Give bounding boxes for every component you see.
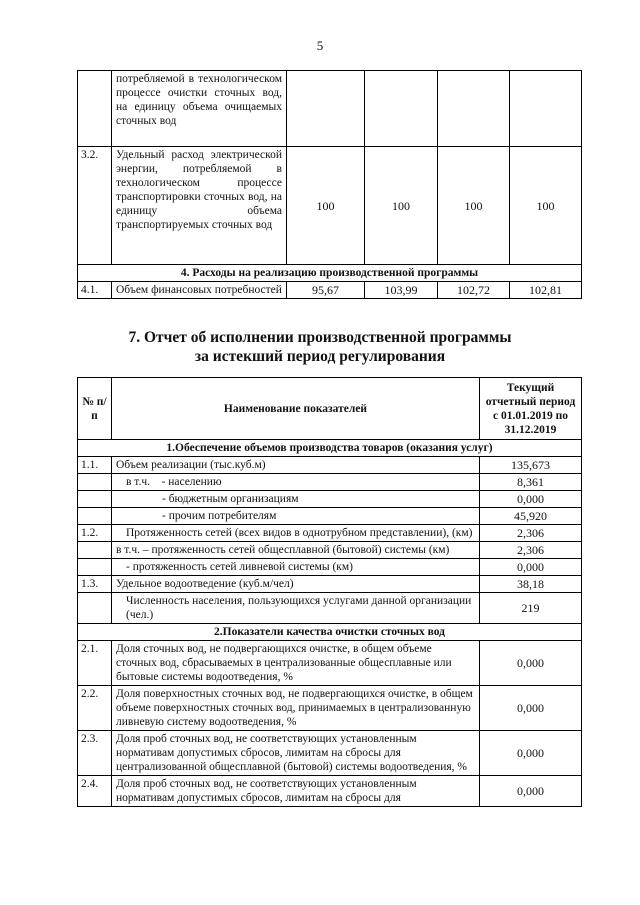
row-number [78,542,112,559]
table-row [78,576,582,593]
row-number: 2.3. [78,731,112,776]
row-name: Удельное водоотведение (куб.м/чел) [112,576,480,593]
row-number [78,491,112,508]
row-name: Протяженность сетей (всех видов в однотрубном представлении), (км) [112,525,480,542]
section-title [0,328,640,366]
value-cell: 135,673 [480,457,582,474]
table-row [78,491,582,508]
row-name: Численность населения, пользующихся услугами данной организации (чел.) [112,593,480,624]
table-row [78,457,582,474]
row-number [78,559,112,576]
section-row [78,624,582,641]
header-row [78,378,582,440]
row-number: 2.1. [78,641,112,686]
section-row [78,440,582,457]
value-cell [510,71,582,147]
table-row [78,593,582,624]
value-cell: 0,000 [480,491,582,508]
value-cell [365,71,438,147]
table-row [78,71,582,147]
row-number: 2.2. [78,686,112,731]
row-number: 1.1. [78,457,112,474]
table-row [78,731,582,776]
section-row [78,265,582,282]
row-number: 2.4. [78,776,112,807]
row-name: - прочим потребителям [112,508,480,525]
row-name: - бюджетным организациям [112,491,480,508]
program-table-continued [77,70,582,299]
table-row [78,474,582,491]
value-cell: 0,000 [480,731,582,776]
row-name: Удельный расход электрической энергии, потребляемой в технологическом процессе транспортировки сточных вод, на единицу объема транспортируемых сточных вод [112,147,287,265]
section-title-line-1: 7. Отчет об исполнении производственной программы [128,329,512,346]
section-heading: 1.Обеспечение объемов производства товаров (оказания услуг) [78,440,582,457]
row-number: 1.2. [78,525,112,542]
table-row [78,542,582,559]
row-number [78,71,112,147]
value-cell: 219 [480,593,582,624]
value-cell: 103,99 [365,282,438,299]
header-period: Текущий отчетный период с 01.01.2019 по 31.12.2019 [480,378,582,440]
row-name: - протяженность сетей ливневой системы (км) [112,559,480,576]
row-number: 3.2. [78,147,112,265]
row-number [78,474,112,491]
value-cell: 102,81 [510,282,582,299]
table-row [78,641,582,686]
value-cell [287,71,365,147]
report-table [77,377,582,807]
row-name: Доля проб сточных вод, не соответствующих установленным нормативам допустимых сбросов, лимитам на сбросы для централизованной общесплавной (бытовой) системы водоотведения, % [112,731,480,776]
table-row [78,282,582,299]
row-name: в т.ч. - населению [112,474,480,491]
header-num: № п/п [78,378,112,440]
row-name: потребляемой в технологическом процессе очистки сточных вод, на единицу объема очищаемых сточных вод [112,71,287,147]
value-cell: 100 [365,147,438,265]
table-row [78,686,582,731]
row-number: 4.1. [78,282,112,299]
value-cell: 45,920 [480,508,582,525]
page-number: 5 [316,38,324,53]
table-row [78,559,582,576]
value-cell: 95,67 [287,282,365,299]
row-name: Объем реализации (тыс.куб.м) [112,457,480,474]
row-number [78,593,112,624]
value-cell: 100 [510,147,582,265]
table-row [78,776,582,807]
header-name: Наименование показателей [112,378,480,440]
section-heading: 4. Расходы на реализацию производственной программы [78,265,582,282]
value-cell: 2,306 [480,542,582,559]
value-cell: 2,306 [480,525,582,542]
value-cell [438,71,510,147]
table-row [78,147,582,265]
value-cell: 100 [438,147,510,265]
row-number: 1.3. [78,576,112,593]
value-cell: 0,000 [480,776,582,807]
value-cell: 8,361 [480,474,582,491]
row-number [78,508,112,525]
value-cell: 38,18 [480,576,582,593]
row-name: Доля проб сточных вод, не соответствующих установленным нормативам допустимых сбросов, лимитам на сбросы для [112,776,480,807]
value-cell: 0,000 [480,641,582,686]
row-name: в т.ч. – протяженность сетей общесплавной (бытовой) системы (км) [112,542,480,559]
table-row [78,508,582,525]
section-title-line-2: за истекший период регулирования [194,348,446,365]
table-row [78,525,582,542]
value-cell: 100 [287,147,365,265]
row-name: Доля поверхностных сточных вод, не подвергающихся очистке, в общем объеме поверхностных сточных вод, принимаемых в централизованную ливневую систему водоотведения, % [112,686,480,731]
section-heading: 2.Показатели качества очистки сточных вод [78,624,582,641]
row-name: Доля сточных вод, не подвергающихся очистке, в общем объеме сточных вод, сбрасываемых в централизованные общесплавные или бытовые системы водоотведения, % [112,641,480,686]
row-name: Объем финансовых потребностей [112,282,287,299]
value-cell: 102,72 [438,282,510,299]
value-cell: 0,000 [480,559,582,576]
value-cell: 0,000 [480,686,582,731]
